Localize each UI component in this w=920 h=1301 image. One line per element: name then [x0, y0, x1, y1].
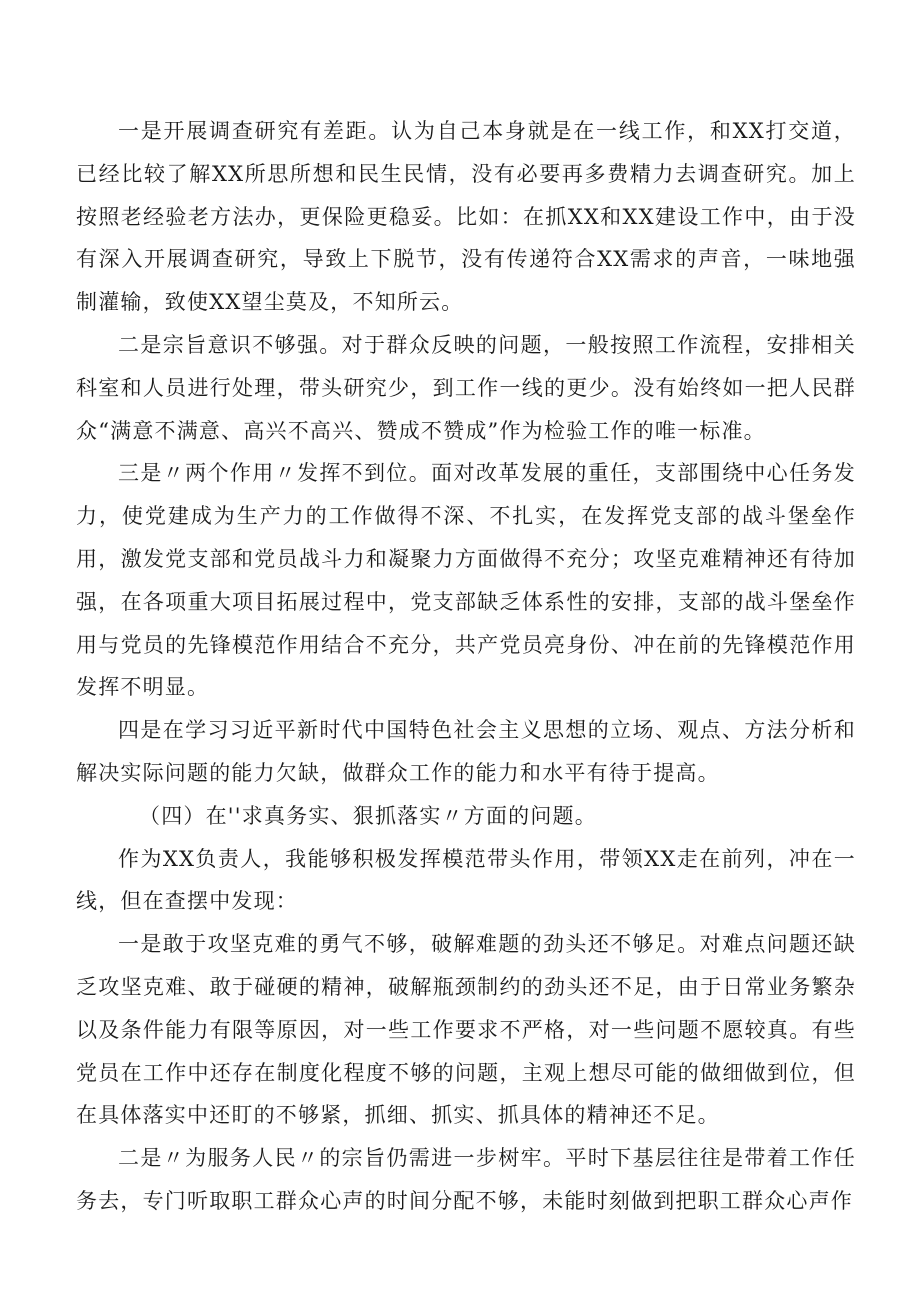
paragraph-as-leader: 作为XX负责人，我能够积极发挥模范带头作用，带领XX走在前列，冲在一线，但在查摆中发现：: [76, 846, 856, 914]
document-body: [76, 110, 856, 1223]
paragraph-two-roles: 三是〃两个作用〃发挥不到位。面对改革发展的重任，支部围绕中心任务发力，使党建成为生产力的工作做得不深、不扎实，在发挥党支部的战斗堡垒作用，激发党支部和党员战斗力和凝聚力方面做得不充分；攻坚克难精神还有待加强，在各项重大项目拓展过程中，党支部缺乏体系性的安排，支部的战斗堡垒作用与党员的先锋模范作用结合不充分，共产党员亮身份、冲在前的先锋模范作用发挥不明显。: [76, 461, 856, 700]
section-heading-4: （四）在''求真务实、狠抓落实〃方面的问题。: [139, 803, 597, 828]
paragraph-serve-people: 二是〃为服务人民〃的宗旨仍需进一步树牢。平时下基层往往是带着工作任务去，专门听取职工群众心声的时间分配不够，未能时刻做到把职工群众心声作: [76, 1146, 856, 1213]
paragraph-research-gap: 一是开展调查研究有差距。认为自己本身就是在一线工作，和XX打交道，已经比较了解XX所思所想和民生民情，没有必要再多费精力去调查研究。加上按照老经验老方法办，更保险更稳妥。比如：在抓XX和XX建设工作中，由于没有深入开展调查研究，导致上下脱节，没有传递符合XX需求的声音，一味地强制灌输，致使XX望尘莫及，不知所云。: [76, 119, 856, 315]
paragraph-courage: 一是敢于攻坚克难的勇气不够，破解难题的劲头还不够足。对难点问题还缺乏攻坚克难、敢于碰硬的精神，破解瓶颈制约的劲头还不足，由于日常业务繁杂以及条件能力有限等原因，对一些工作要求不严格，对一些问题不愿较真。有些党员在工作中还存在制度化程度不够的问题，主观上想尽可能的做细做到位，但在具体落实中还盯的不够紧，抓细、抓实、抓具体的精神还不足。: [76, 932, 856, 1128]
paragraph-purpose-awareness: 二是宗旨意识不够强。对于群众反映的问题，一般按照工作流程，安排相关科室和人员进行处理，带头研究少，到工作一线的更少。没有始终如一把人民群众“满意不满意、高兴不高兴、赞成不赞成”作为检验工作的唯一标准。: [76, 332, 856, 443]
paragraph-study-ability: 四是在学习习近平新时代中国特色社会主义思想的立场、观点、方法分析和解决实际问题的能力欠缺，做群众工作的能力和水平有待于提高。: [76, 718, 856, 785]
